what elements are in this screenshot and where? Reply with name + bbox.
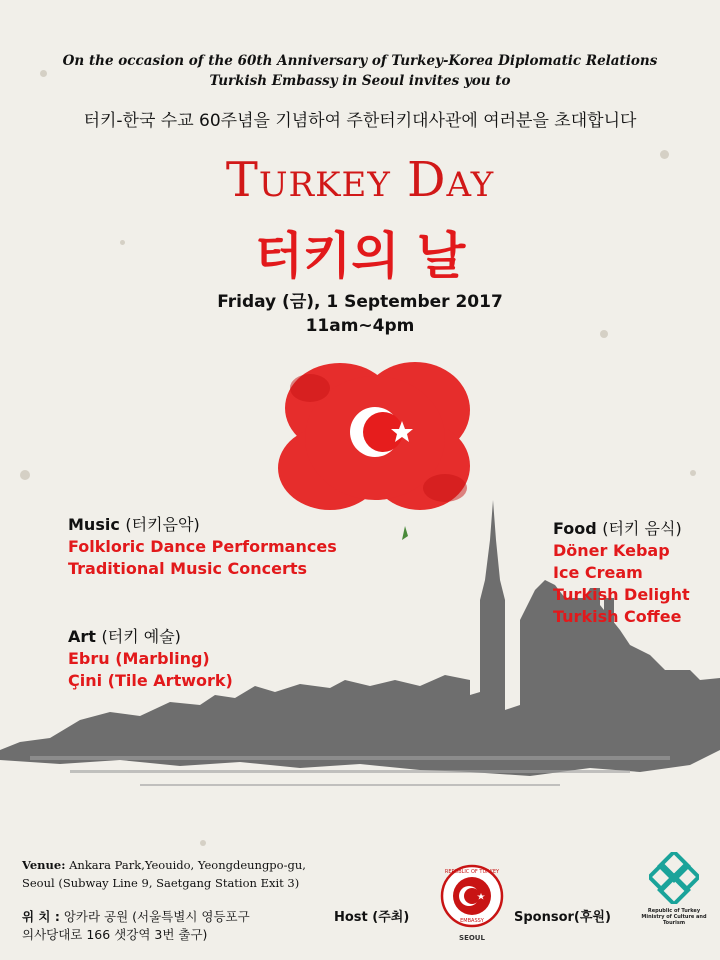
food-heading-ko: (터키 음식) [602, 519, 682, 538]
event-time: 11am~4pm [305, 316, 415, 336]
svg-text:EMBASSY: EMBASSY [460, 918, 484, 924]
art-heading-ko: (터키 예술) [101, 627, 181, 646]
music-item: Traditional Music Concerts [68, 559, 308, 578]
sponsor-label: Sponsor(후원) [514, 910, 611, 925]
paper-speck [690, 470, 696, 476]
venue-english [22, 856, 306, 892]
food-item: Döner Kebap [553, 541, 670, 560]
invitation-line-2: Turkish Embassy in Seoul invites you to [209, 73, 511, 89]
event-title-korean: 터키의 날 [254, 227, 466, 285]
art-item: Ebru (Marbling) [68, 649, 210, 668]
venue-korean [22, 908, 250, 944]
food-item: Turkish Coffee [553, 607, 682, 626]
music-heading-ko: (터키음악) [125, 515, 200, 534]
food-heading-en: Food [553, 519, 597, 538]
venue-line-2: Seoul (Subway Line 9, Saetgang Station Exit 3) [22, 876, 300, 890]
ministry-logo [636, 852, 712, 926]
food-item: Ice Cream [553, 563, 643, 582]
food-section [553, 518, 690, 628]
event-datetime [0, 290, 720, 338]
music-section [68, 514, 337, 580]
ministry-name: Republic of Turkey Ministry of Culture and Tourism [641, 908, 707, 926]
art-section [68, 626, 233, 692]
music-heading-en: Music [68, 515, 120, 534]
paper-speck [200, 840, 206, 846]
paper-speck [20, 470, 30, 480]
invitation-line-1: On the occasion of the 60th Anniversary of Turkey-Korea Diplomatic Relations [62, 53, 658, 69]
svg-text:REPUBLIC OF TURKEY: REPUBLIC OF TURKEY [444, 869, 500, 875]
art-item: Çini (Tile Artwork) [68, 671, 233, 690]
art-heading [68, 626, 233, 648]
venue-line-1: Ankara Park,Yeouido, Yeongdeungpo-gu, [65, 858, 306, 872]
art-heading-en: Art [68, 627, 96, 646]
svg-text:SEOUL: SEOUL [459, 934, 485, 942]
ministry-knot-icon [649, 852, 699, 904]
venue-label: Venue: [22, 858, 66, 872]
event-date: Friday (금), 1 September 2017 [217, 292, 503, 312]
venue-ko-label: 위 치 : [22, 909, 60, 924]
embassy-seal-logo [440, 864, 504, 948]
venue-ko-line-2: 의사당대로 166 샛강역 3번 출구) [22, 927, 208, 942]
food-item: Turkish Delight [553, 585, 690, 604]
korean-invitation: 터키-한국 수교 60주념을 기념하여 주한터키대사관에 여러분을 초대합니다 [83, 111, 637, 131]
event-title-english: Turkey Day [225, 152, 495, 208]
music-heading [68, 514, 337, 536]
food-heading [553, 518, 690, 540]
venue-ko-line-1: 앙카라 공원 (서울특별시 영등포구 [59, 909, 250, 924]
host-label: Host (주최) [334, 910, 410, 925]
music-item: Folkloric Dance Performances [68, 537, 337, 556]
